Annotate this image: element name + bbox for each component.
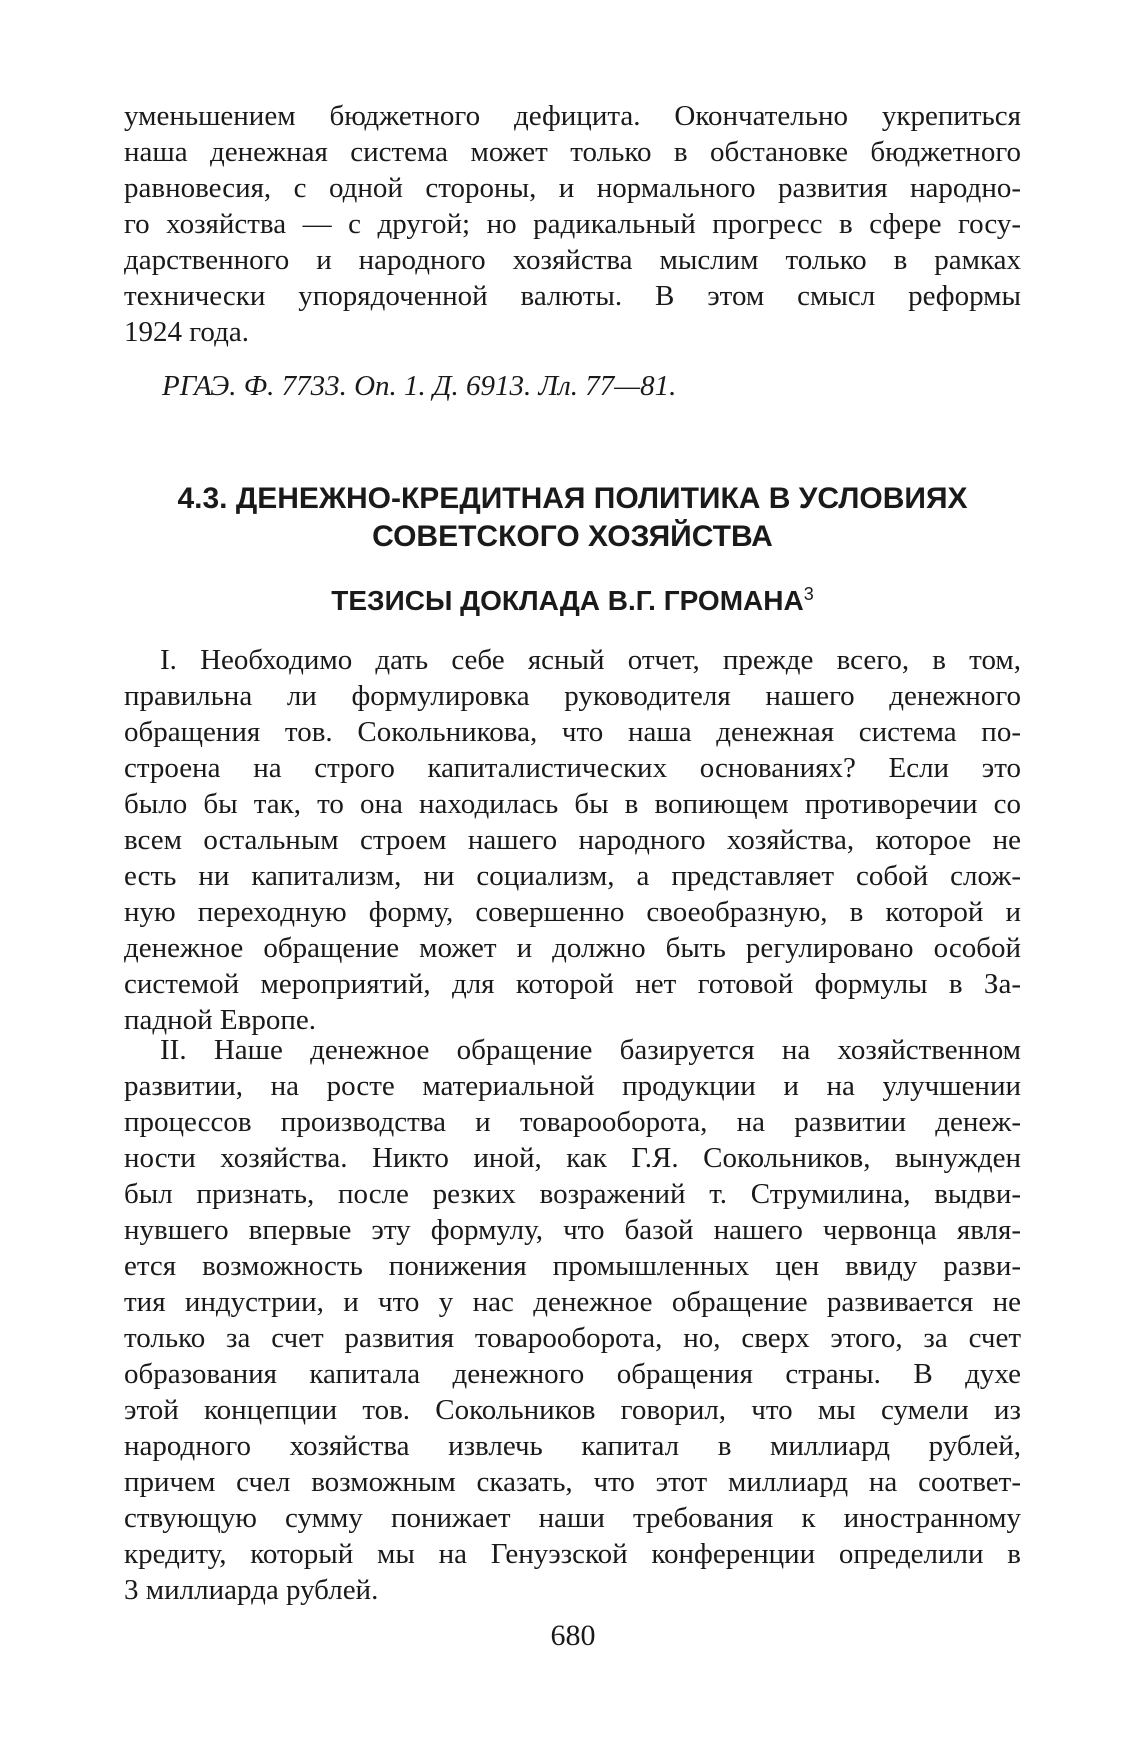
text-line: уменьшением бюджетного дефицита. Окончательно укрепиться: [124, 100, 1021, 132]
text-line: тия индустрии, и что у нас денежное обращение развивается не: [124, 1286, 1021, 1318]
text-line: технически упорядоченной валюты. В этом смысл реформы: [124, 280, 1021, 312]
text-line: строена на строго капиталистических основаниях? Если это: [124, 752, 1021, 784]
text-line: правильна ли формулировка руководителя нашего денежного: [124, 680, 1021, 712]
intro-paragraph: [124, 98, 1021, 350]
sub-heading-text: ТЕЗИСЫ ДОКЛАДА В.Г. ГРОМАНА: [331, 585, 804, 616]
section-heading: [124, 480, 1021, 556]
text-line: причем счел возможным сказать, что этот миллиард на соответ-: [124, 1466, 1021, 1498]
text-line: развитии, на росте материальной продукции и на улучшении: [124, 1070, 1021, 1102]
text-line: падной Европе.: [124, 1004, 316, 1036]
text-line: равновесия, с одной стороны, и нормального развития народно-: [124, 172, 1021, 204]
text-line: ности хозяйства. Никто иной, как Г.Я. Сокольников, вынужден: [124, 1142, 1021, 1174]
text-line: 3 миллиарда рублей.: [124, 1574, 379, 1606]
paragraph-1: [124, 642, 1021, 1038]
text-line: наша денежная система может только в обстановке бюджетного: [124, 136, 1021, 168]
text-line: денежное обращение может и должно быть регулировано особой: [124, 932, 1021, 964]
sub-heading: [124, 583, 1021, 619]
section-heading-line: СОВЕТСКОГО ХОЗЯЙСТВА: [372, 520, 773, 553]
text-line: народного хозяйства извлечь капитал в миллиард рублей,: [124, 1430, 1021, 1462]
text-line: 1924 года.: [124, 316, 249, 348]
text-line: го хозяйства — с другой; но радикальный прогресс в сфере госу-: [124, 208, 1021, 240]
page-number: 680: [550, 1619, 596, 1652]
text-line: системой мероприятий, для которой нет готовой формулы в За-: [124, 968, 1021, 1000]
text-line: дарственного и народного хозяйства мыслим только в рамках: [124, 244, 1021, 276]
text-line: процессов производства и товарооборота, на развитии денеж-: [124, 1106, 1021, 1138]
text-line: этой концепции тов. Сокольников говорил, что мы сумели из: [124, 1394, 1021, 1426]
text-line: есть ни капитализм, ни социализм, а представляет собой слож-: [124, 860, 1021, 892]
text-line: всем остальным строем нашего народного хозяйства, которое не: [124, 824, 1021, 856]
text-line: II. Наше денежное обращение базируется на хозяйственном: [160, 1034, 1021, 1066]
archival-source-reference: РГАЭ. Ф. 7733. Оп. 1. Д. 6913. Лл. 77—81.: [162, 370, 677, 402]
text-line: образования капитала денежного обращения страны. В духе: [124, 1358, 1021, 1390]
footnote-marker: 3: [803, 584, 814, 604]
text-line: был признать, после резких возражений т. Струмилина, выдви-: [124, 1178, 1021, 1210]
text-line: ствующую сумму понижает наши требования к иностранному: [124, 1502, 1021, 1534]
text-line: было бы так, то она находилась бы в вопиющем противоречии со: [124, 788, 1021, 820]
text-line: кредиту, который мы на Генуэзской конференции определили в: [124, 1538, 1021, 1570]
text-line: ется возможность понижения промышленных цен ввиду разви-: [124, 1250, 1021, 1282]
text-line: нувшего впервые эту формулу, что базой нашего червонца явля-: [124, 1214, 1021, 1246]
section-heading-line: 4.3. ДЕНЕЖНО-КРЕДИТНАЯ ПОЛИТИКА В УСЛОВИЯХ: [177, 482, 968, 515]
paragraph-2: [124, 1032, 1021, 1608]
text-line: только за счет развития товарооборота, но, сверх этого, за счет: [124, 1322, 1021, 1354]
text-line: ную переходную форму, совершенно своеобразную, в которой и: [124, 896, 1021, 928]
text-line: обращения тов. Сокольникова, что наша денежная система по-: [124, 716, 1021, 748]
text-line: I. Необходимо дать себе ясный отчет, прежде всего, в том,: [160, 644, 1021, 676]
